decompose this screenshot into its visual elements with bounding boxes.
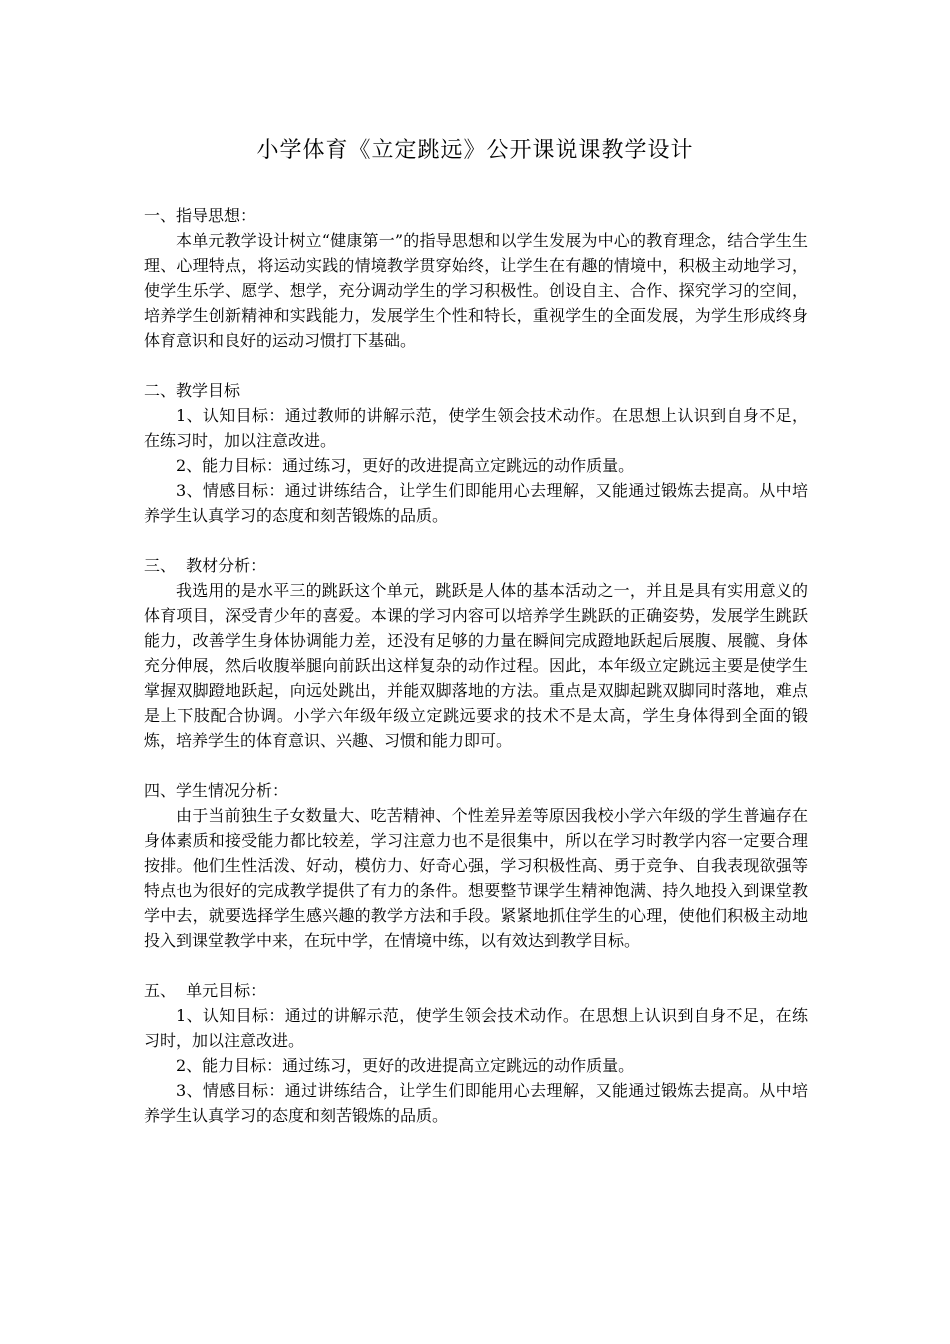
- section-heading: 一、指导思想：: [144, 206, 257, 225]
- section-material-analysis: [144, 553, 808, 753]
- document-body: [144, 203, 808, 1153]
- section-student-analysis: [144, 778, 808, 953]
- section-heading: 五、 单元目标：: [144, 981, 267, 1000]
- section-paragraph: 3、情感目标：通过讲练结合，让学生们即能用心去理解，又能通过锻炼去提高。从中培养学生认真学习的态度和刻苦锻炼的品质。: [144, 1081, 808, 1125]
- section-paragraph: 3、情感目标：通过讲练结合，让学生们即能用心去理解，又能通过锻炼去提高。从中培养学生认真学习的态度和刻苦锻炼的品质。: [144, 481, 808, 525]
- section-paragraph: 我选用的是水平三的跳跃这个单元，跳跃是人体的基本活动之一，并且是具有实用意义的体育项目，深受青少年的喜爱。本课的学习内容可以培养学生跳跃的正确姿势，发展学生跳跃能力，改善学生身体协调能力差，还没有足够的力量在瞬间完成蹬地跃起后展腹、展髋、身体充分伸展，然后收腹举腿向前跃出这样复杂的动作过程。因此，本年级立定跳远主要是使学生掌握双脚蹬地跃起，向远处跳出，并能双脚落地的方法。重点是双脚起跳双脚同时落地，难点是上下肢配合协调。小学六年级年级立定跳远要求的技术不是太高，学生身体得到全面的锻炼，培养学生的体育意识、兴趣、习惯和能力即可。: [144, 581, 808, 750]
- section-paragraph: 2、能力目标：通过练习，更好的改进提高立定跳远的动作质量。: [176, 456, 635, 475]
- section-paragraph: 1、认知目标：通过教师的讲解示范，使学生领会技术动作。在思想上认识到自身不足，在练习时，加以注意改进。: [144, 406, 808, 450]
- section-heading: 二、教学目标: [144, 381, 241, 400]
- section-paragraph: 由于当前独生子女数量大、吃苦精神、个性差异差等原因我校小学六年级的学生普遍存在身体素质和接受能力都比较差，学习注意力也不是很集中，所以在学习时教学内容一定要合理按排。他们生性活泼、好动，模仿力、好奇心强，学习积极性高、勇于竞争、自我表现欲强等特点也为很好的完成教学提供了有力的条件。想要整节课学生精神饱满、持久地投入到课堂教学中去，就要选择学生感兴趣的教学方法和手段。紧紧地抓住学生的心理，使他们积极主动地投入到课堂教学中来，在玩中学，在情境中练，以有效达到教学目标。: [144, 806, 808, 950]
- section-heading: 四、学生情况分析：: [144, 781, 289, 800]
- section-heading: 三、 教材分析：: [144, 556, 267, 575]
- document-title: 小学体育《立定跳远》公开课说课教学设计: [256, 138, 694, 163]
- section-paragraph: 2、能力目标：通过练习，更好的改进提高立定跳远的动作质量。: [176, 1056, 635, 1075]
- section-teaching-objectives: [144, 378, 808, 528]
- section-paragraph: 1、认知目标：通过的讲解示范，使学生领会技术动作。在思想上认识到自身不足，在练习时，加以注意改进。: [144, 1006, 808, 1050]
- section-paragraph: 本单元教学设计树立“健康第一”的指导思想和以学生发展为中心的教育理念，结合学生生理、心理特点，将运动实践的情境教学贯穿始终，让学生在有趣的情境中，积极主动地学习，使学生乐学、愿学、想学，充分调动学生的学习积极性。创设自主、合作、探究学习的空间，培养学生创新精神和实践能力，发展学生个性和特长，重视学生的全面发展，为学生形成终身体育意识和良好的运动习惯打下基础。: [144, 231, 808, 350]
- section-guiding-ideology: [144, 203, 808, 353]
- section-unit-objectives: [144, 978, 808, 1128]
